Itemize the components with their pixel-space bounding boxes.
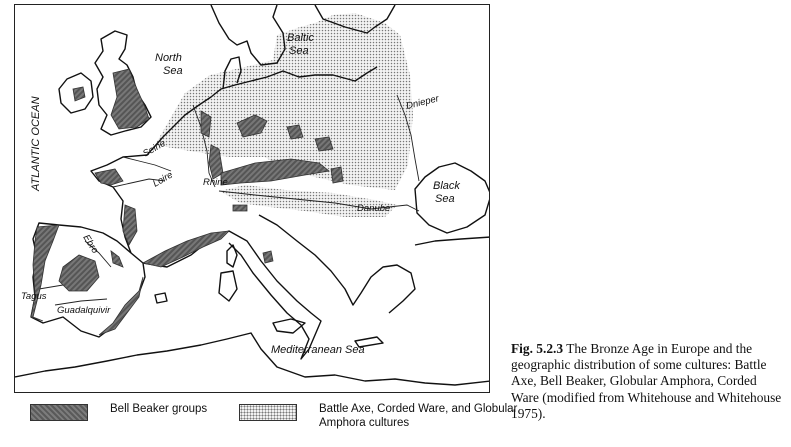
france-west-coast (91, 155, 147, 253)
label-loire: Loire (151, 169, 175, 190)
europe-map (14, 4, 490, 393)
label-baltic-sea-2: Sea (289, 45, 309, 57)
label-danube: Danube (357, 203, 391, 214)
sardinia-coast (219, 271, 237, 301)
map-svg (15, 5, 490, 393)
battle-axe-swatch (239, 404, 297, 421)
anatolia-coast (415, 237, 490, 245)
bell-beaker-alps (233, 205, 247, 211)
bell-beaker-swatch (30, 404, 88, 421)
label-baltic-sea-1: Baltic (287, 32, 314, 44)
bell-beaker-ireland (73, 87, 85, 101)
label-north-sea-1: North (155, 52, 182, 64)
label-ebro: Ebro (80, 232, 101, 256)
balkans-coast (259, 215, 415, 313)
sicily-coast (273, 319, 305, 333)
legend-battle-axe-label: Battle Axe, Corded Ware, and Globular Amphora cultures (319, 403, 518, 429)
legend-bell-beaker (30, 402, 207, 421)
bell-beaker-ebro (111, 251, 123, 267)
label-black-sea-1: Black (433, 180, 460, 192)
label-atlantic-ocean: ATLANTIC OCEAN (30, 96, 42, 191)
label-north-sea-2: Sea (163, 65, 183, 77)
figure-caption (511, 341, 783, 422)
label-mediterranean-sea: Mediterranean Sea (271, 344, 365, 356)
bell-beaker-central-band (221, 159, 329, 185)
label-dnieper: Dnieper (405, 93, 441, 112)
bell-beaker-britain (111, 69, 149, 129)
label-guadalquivir: Guadalquivir (57, 305, 111, 316)
bell-beaker-south-france (143, 231, 229, 267)
label-tagus: Tagus (21, 291, 47, 302)
corsica-coast (227, 245, 237, 267)
legend-bell-beaker-label: Bell Beaker groups (110, 403, 208, 415)
label-rhine: Rhine (203, 177, 228, 188)
bell-beaker-hungary (331, 167, 343, 183)
caption-text: The Bronze Age in Europe and the geographic distribution of some cultures: Battle Axe, Bell Beaker, Globular Amphora, Corded Ware (modified from Whitehouse and Whitehouse 1975). (511, 341, 782, 421)
label-seine: Seine (141, 137, 168, 160)
bell-beaker-italy (263, 251, 273, 263)
label-black-sea-2: Sea (435, 193, 455, 205)
bell-beaker-brittany (95, 169, 123, 185)
legend-battle-axe (239, 402, 519, 430)
figure-number: Fig. 5.2.3 (511, 341, 564, 356)
africa-coast (15, 333, 490, 385)
bell-beaker-iberia-centre (59, 255, 99, 291)
bell-beaker-iberia-coast (31, 225, 59, 321)
balearic-coast (155, 293, 167, 303)
